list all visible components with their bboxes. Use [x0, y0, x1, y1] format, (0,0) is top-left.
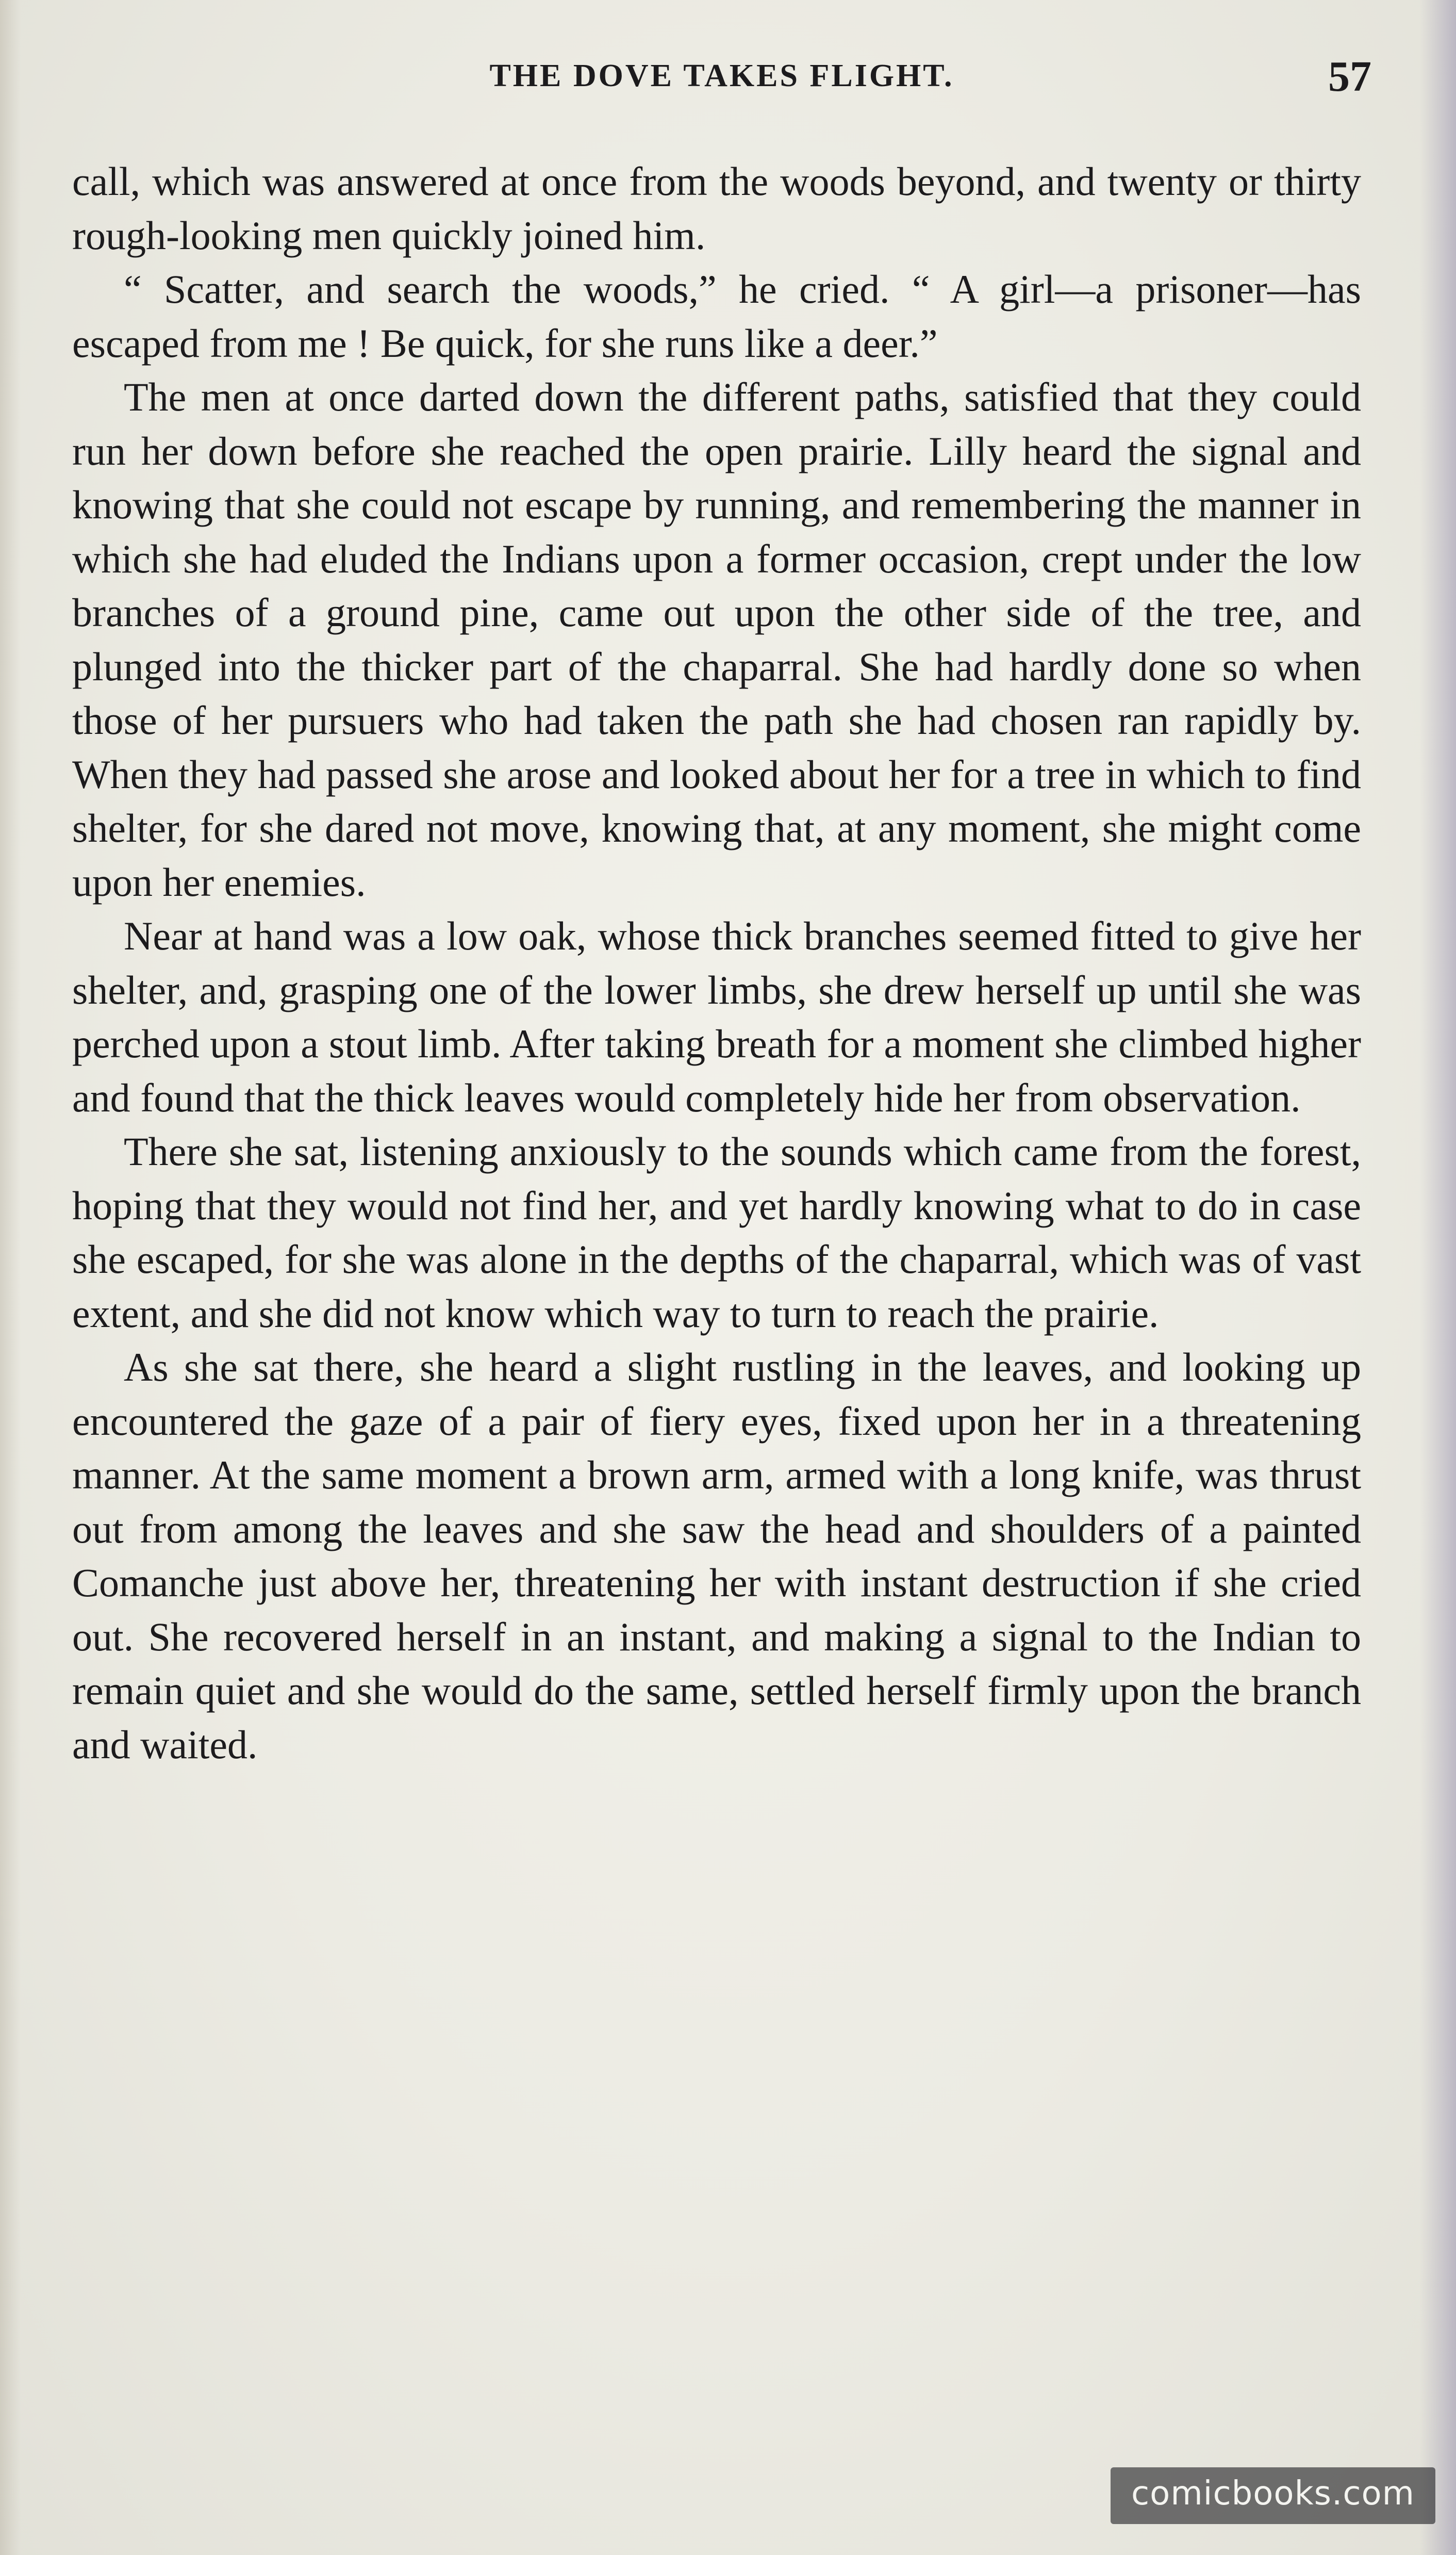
- page-number: 57: [1328, 53, 1371, 101]
- paragraph-6: As she sat there, she heard a slight rustling in the leaves, and looking up encountered the gaze of a pair of fiery eyes, fixed upon her in a threatening manner. At the same moment a brown arm, armed with a long knife, was thrust out from among the leaves and she saw the head and shoulders of a painted Comanche just above her, threatening her with instant destruction if she cried out. She recovered herself in an instant, and making a signal to the Indian to remain quiet and she would do the same, settled herself firmly upon the branch and waited.: [72, 1345, 1361, 1767]
- paragraph-3: The men at once darted down the different paths, satisfied that they could run her down before she reached the open prairie. Lilly heard the signal and knowing that she could not escape by running, and remembering the manner in which she had eluded the Indians upon a former occasion, crept under the low branches of a ground pine, came out upon the other side of the tree, and plunged into the thicker part of the chaparral. She had hardly done so when those of her pursuers who had taken the path she had chosen ran rapidly by. When they had passed she arose and looked about her for a tree in which to find shelter, for she dared not move, knowing that, at any moment, she might come upon her enemies.: [72, 374, 1361, 905]
- body-text: [72, 155, 1361, 1772]
- page-left-edge-shadow: [0, 0, 21, 2555]
- running-head: THE DOVE TAKES FLIGHT.: [489, 58, 954, 93]
- site-watermark: comicbooks.com: [1111, 2467, 1435, 2524]
- page-header: [72, 52, 1371, 108]
- paragraph-4: Near at hand was a low oak, whose thick branches seemed fitted to give her shelter, and, grasping one of the lower limbs, she drew herself up until she was perched upon a stout limb. After taking breath for a moment she climbed higher and found that the thick leaves would completely hide her from observation.: [72, 913, 1361, 1120]
- paragraph-2: “ Scatter, and search the woods,” he cried. “ A girl—a prisoner—has escaped from me ! Be quick, for she runs like a deer.”: [72, 267, 1361, 366]
- paragraph-1: call, which was answered at once from the woods beyond, and twenty or thirty rough-looking men quickly joined him.: [72, 159, 1361, 258]
- page-right-edge-shadow: [1420, 0, 1456, 2555]
- paragraph-5: There she sat, listening anxiously to the sounds which came from the forest, hoping that they would not find her, and yet hardly knowing what to do in case she escaped, for she was alone in the depths of the chaparral, which was of vast extent, and she did not know which way to turn to reach the prairie.: [72, 1129, 1361, 1336]
